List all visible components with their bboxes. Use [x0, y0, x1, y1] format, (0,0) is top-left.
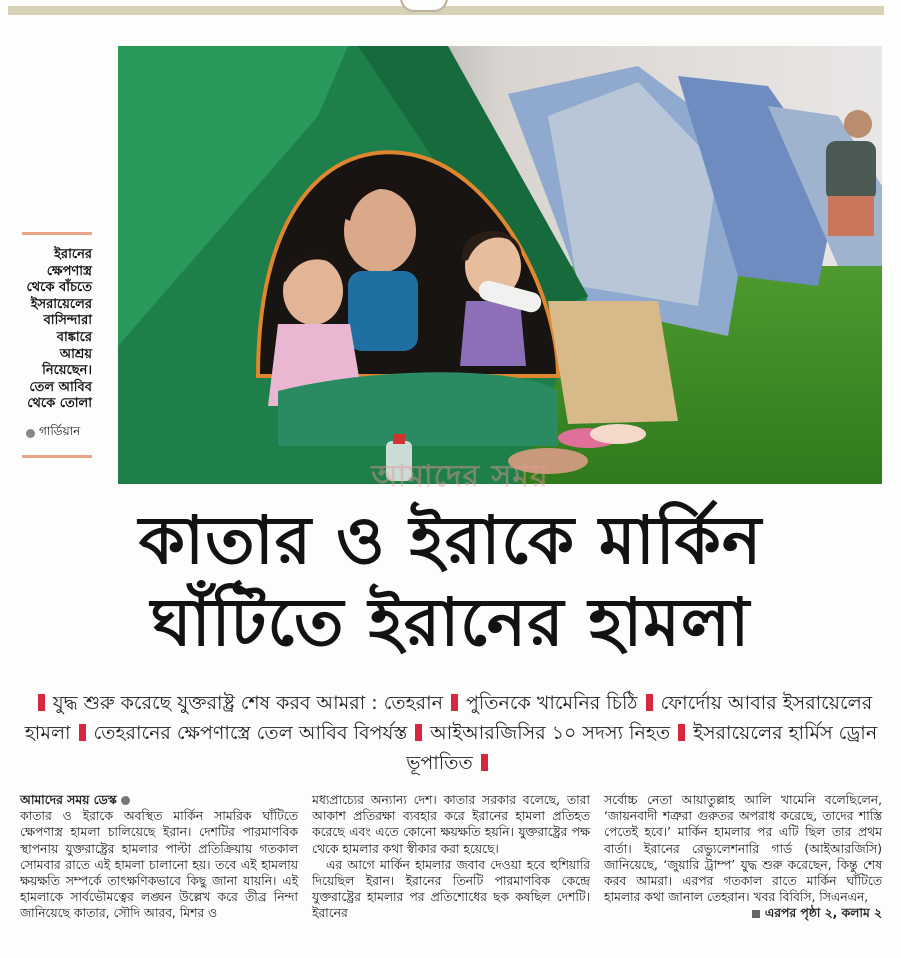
- continued-label[interactable]: এরপর পৃষ্ঠা ২, কলাম ২: [764, 906, 882, 921]
- subhead-item: যুদ্ধ শুরু করেছে যুক্তরাষ্ট্র শেষ করব আমরা : তেহরান: [52, 692, 443, 714]
- red-square-icon: [415, 724, 422, 741]
- article-column-1: [20, 792, 298, 922]
- continued-link[interactable]: [604, 905, 882, 921]
- article-paragraph: এর আগে মার্কিন হামলার জবাব দেওয়া হবে হুশিয়ারি দিয়েছিল ইরান। ইরানের তিনটি পারমাণবিক কেন্দ্রে যুক্তরাষ্ট্রের হামলার পর প্রতিশোধের ছক কষছিল দেশটি। ইরানের: [312, 857, 590, 921]
- subhead-item: আইআরজিসির ১০ সদস্য নিহত: [430, 722, 671, 744]
- byline-bullet-icon: [121, 796, 130, 805]
- article-paragraph: কাতার ও ইরাকে অবস্থিত মার্কিন সামরিক ঘাঁটিতে ক্ষেপণাস্ত্র হামলা চালিয়েছে ইরান। দেশটির পারমাণবিক স্থাপনায় যুক্তরাষ্ট্রের হামলার পাল্টা প্রতিক্রিয়ায় গতকাল সোমবার রাতে এই হামলা চালানো হয়। তবে এই হামলায় ক্ষয়ক্ষতি সম্পর্কে তাৎক্ষণিকভাবে কিছু জানা যায়নি। এই হামলাকে সার্বভৌমত্বের লঙ্ঘন উল্লেখ করে তীব্র নিন্দা জানিয়েছে কাতার, সৌদি আরব, মিশর ও: [20, 809, 298, 921]
- red-square-icon: [481, 754, 488, 771]
- photo-credit-label: গার্ডিয়ান: [39, 424, 81, 438]
- article-column-2: [312, 792, 590, 922]
- watermark: আমাদের সময়: [371, 459, 549, 494]
- byline-text: আমাদের সময় ডেস্ক: [20, 793, 117, 807]
- photo-caption-box: [22, 232, 92, 458]
- photo-credit: [26, 423, 80, 443]
- subhead-item: ইসরায়েলের হার্মিস ড্রোন ভূপাতিত: [406, 722, 878, 774]
- red-square-icon: [451, 694, 458, 711]
- continued-square-icon: [752, 910, 760, 918]
- masthead-arc: [400, 0, 448, 12]
- subhead-item: তেহরানের ক্ষেপণাস্ত্রে তেল আবিব বিপর্যস্ত: [93, 722, 408, 744]
- article-paragraph: সর্বোচ্চ নেতা আয়াতুল্লাহ আলি খামেনি বলেছিলেন, ‘জায়নবাদী শত্রুরা গুরুতর অপরাধ করেছে, তাদের শাস্তি পেতেই হবে।’ মার্কিন হামলার পর এটি ছিল তার প্রথম বার্তা। ইরানের রেভ্যুলেশনারি গার্ড (আইআরজিসি) জানিয়েছে, ‘জুয়ারি ট্রাম্প’ যুদ্ধ শুরু করেছেন, কিন্তু শেষ করব আমরা। এরপর গতকাল রাতে মার্কিন ঘাঁটিতে হামলার কথা জানাল তেহরান। খবর বিবিসি, সিএনএন,: [604, 793, 882, 905]
- red-square-icon: [678, 724, 685, 741]
- byline: [20, 792, 298, 808]
- red-square-icon: [38, 694, 45, 711]
- credit-bullet-icon: [26, 429, 35, 438]
- headline-line-2: ঘাঁটিতে ইরানের হামলা: [150, 584, 751, 661]
- red-square-icon: [79, 724, 86, 741]
- top-rule: [8, 6, 884, 15]
- headline-line-1: কাতার ও ইরাকে মার্কিন: [138, 502, 763, 579]
- tent-photo-illustration: [118, 46, 882, 484]
- article-column-3: [604, 792, 882, 922]
- news-photo: [118, 46, 882, 484]
- subheads: [20, 688, 882, 778]
- subhead-item: ফোর্দোয় আবার ইসরায়েলের হামলা: [24, 692, 873, 744]
- article-body: [20, 792, 882, 952]
- article-paragraph: মধ্যপ্রাচ্যের অন্যান্য দেশ। কাতার সরকার বলেছে, তারা আকাশ প্রতিরক্ষা ব্যবহার করে ইরানের হামলা প্রতিহত করেছে এবং এতে কোনো ক্ষয়ক্ষতি হয়নি। যুক্তরাষ্ট্রের পক্ষ থেকে হামলার কথা স্বীকার করা হয়েছে।: [312, 793, 590, 856]
- headline: [0, 500, 901, 664]
- red-square-icon: [646, 694, 653, 711]
- photo-caption: ইরানের ক্ষেপণাস্ত্র থেকে বাঁচতে ইসরায়েলের বাসিন্দারা বাঙ্কারে আশ্রয় নিয়েছেন। তেল আবিব থেকে তোলা: [26, 247, 92, 412]
- subhead-item: পুতিনকে খামেনির চিঠি: [465, 692, 638, 714]
